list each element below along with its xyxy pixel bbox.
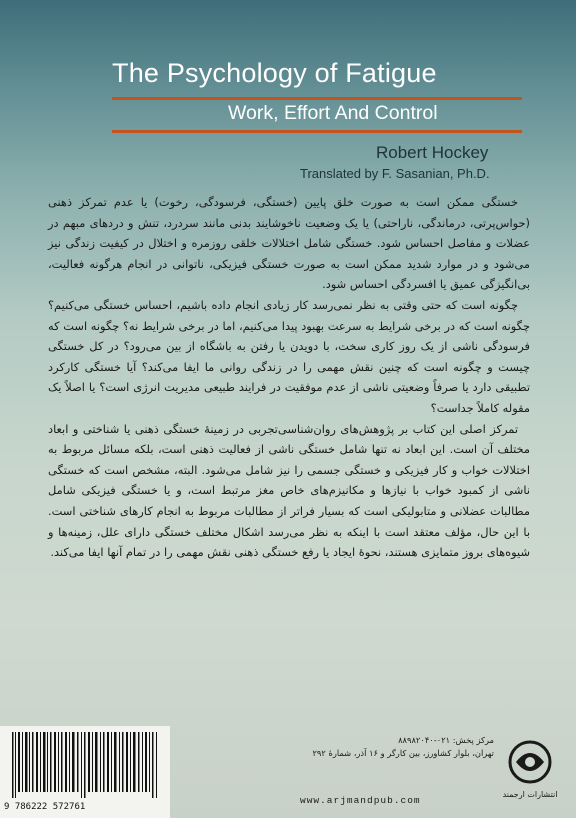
author-name: Robert Hockey [376,143,489,162]
publisher-address: تهران، بلوار کشاورز، بین کارگر و ۱۶ آذر، شمارهٔ ۲۹۲ [312,748,494,758]
publisher-website[interactable]: www.arjmandpub.com [300,795,421,806]
book-title: The Psychology of Fatigue [112,58,437,88]
publisher-logo-icon [502,738,558,786]
publisher-phone: مرکز پخش: ۰۲۱-۸۸۹۸۲۰۴۰ [398,735,494,745]
title-rule-bottom [112,130,522,133]
book-subtitle: Work, Effort And Control [228,102,438,124]
translator-credit: Translated by F. Sasanian, Ph.D. [300,166,490,181]
description-paragraph: چگونه است که حتی وقتی به نظر نمی‌رسد کار زیادی انجام داده باشیم، احساس خستگی می‌کنیم؟ چگونه است که در برخی شرایط به سرعت بهبود پیدا می‌کنیم، اما در برخی شرایط نه؟ چگونه است که فرسودگی ناشی از یک روز کاری سخت، با دویدن یا رفتن به باشگاه از بین می‌رود؟ در کل خستگی چیست و چگونه است که چنین نقش مهمی را در زندگی روانی ما ایفا می‌کند؟ آیا خستگی کارکرد تطبیقی دارد یا صرفاً وضعیتی ناشی از عدم موفقیت در فرایند طبیعی مدیریت انرژی است؟ یا اصلاً یک مقوله کاملاً جداست؟ [48,297,530,415]
publisher-name: انتشارات ارجمند [502,790,558,799]
description-paragraph: تمرکز اصلی این کتاب بر پژوهش‌های روان‌شناسی‌تجربی در زمینهٔ خستگی ذهنی یا شناختی و ابعاد مختلف آن است. این ابعاد نه تنها شامل خستگی ناشی از فعالیت ذهنی است، بلکه مسائل مربوط به اختلالات خواب و کار فیزیکی و خستگی جسمی را نیز شامل می‌شود. البته، مشخص است که خستگی ناشی از کمبود خواب با نیازها و مکانیزم‌های خاص مغز مرتبط است، و یا خستگی فیزیکی شامل مطالبات عضلانی و متابولیکی است که بسیار فراتر از مطالبات مربوط به انجام کارهای شناختی است. با این حال، مؤلف معتقد است با اینکه به نظر می‌رسد اشکال مختلف خستگی دارای علل، زمینه‌ها و شیوه‌های بروز متمایزی هستند، نحوهٔ ایجاد یا رفع خستگی ذهنی نقش مهمی را در تمام آنها ایفا می‌کند. [48,421,530,560]
title-rule-top [112,97,522,100]
isbn-number: 9 786222 572761 [4,802,86,812]
back-cover-description [48,192,530,563]
publisher-info [262,734,494,760]
barcode [10,732,160,798]
description-paragraph: خستگی ممکن است به صورت خلق پایین (خستگی، فرسودگی، رخوت) یا عدم تمرکز ذهنی (حواس‌پرتی، درماندگی، ناراحتی) یا یک وضعیت ناخوشایند بدنی مانند سردرد، تنش و دردهای مبهم در عضلات و مفاصل احساس شود. خستگی شامل اختلالات خلقی روزمره و اختلال در کیفیت زندگی نیز می‌شود و در موارد شدید ممکن است به صورت خستگی فیزیکی، ناتوانی در انجام هرگونه فعالیت، بی‌انگیزگی عمیق یا افسردگی احساس شود. [48,195,530,292]
